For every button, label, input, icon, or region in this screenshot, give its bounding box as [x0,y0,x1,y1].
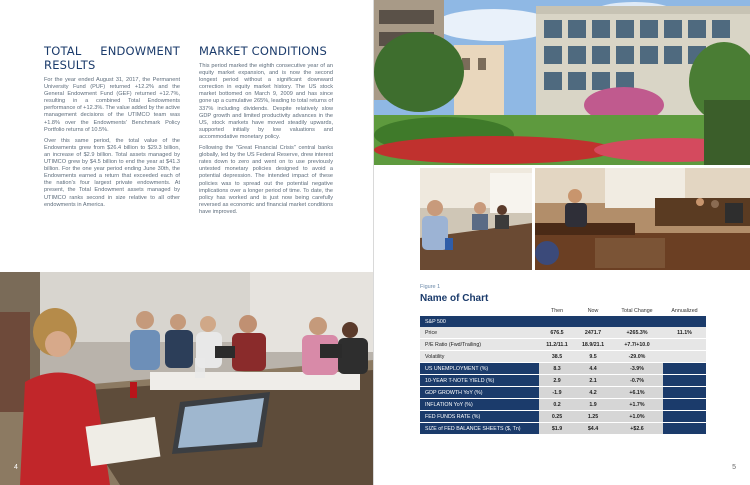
row-label: US UNEMPLOYMENT (%) [420,363,539,375]
cell-total-change: +7.7/+10.0 [611,339,663,351]
meeting-photo [0,272,373,485]
cell-annualized: 11.1% [663,327,706,339]
cell-now: 1.25 [575,411,611,423]
table-row [420,351,706,363]
table-row [420,339,706,351]
cell-then: 676.5 [539,327,575,339]
table-header-row [420,306,706,316]
right-page [374,0,750,485]
cell-then: 0.25 [539,411,575,423]
cell-total-change: +265.3% [611,327,663,339]
cell-then: $1.9 [539,423,575,435]
cell-then: 2.9 [539,375,575,387]
total-endowment-heading: TOTAL ENDOWMENT RESULTS [44,44,180,72]
total-endowment-paragraph-1: For the year ended August 31, 2017, the Permanent University Fund (PUF) returned +12.2% and the General Endowment Fund (GEF) returned +12.7%, resulting in a combined Total Endowments performance of +12.3%. The value added by the active management decisions of the UTIMCO team was +1.8% over the Endowments' Benchmark Policy Portfolio returns of 10.5%. [44,77,180,133]
cell-total-change: +1.0% [611,411,663,423]
total-endowment-paragraph-2: Over this same period, the total value of the Endowments grew from $26.4 billion to $29.3 billion, an increase of $2.9 billion. Total assets managed by UTIMCO grew by $4.5 billion to end the year at $41.3 billion. For the one year period ending June 30th, the Endowments earned a return that exceeded each of the nation's four largest private endowments. At present, the Total Endowment assets managed by UTIMCO ranks second in size relative to all other endowments in America. [44,137,180,208]
page-number-left: 4 [14,464,18,471]
table-row [420,411,706,423]
cell-now: $4.4 [575,423,611,435]
market-data-table [420,306,706,435]
cell-now: 9.5 [575,351,611,363]
table-row [420,399,706,411]
row-label: SIZE of FED BALANCE SHEETS ($, Tn) [420,423,539,435]
boardroom-photo-1 [420,168,532,270]
boardroom-photo-2 [535,168,750,270]
campus-building-photo [374,0,750,165]
market-conditions-paragraph-1: This period marked the eighth consecutive year of an equity market expansion, and is now the second longest period without a significant downward correction in equity market history. The US stock market bottomed on March 9, 2009 and has since gone up a cumulative 265%, leading to total returns of 337% including dividends. Despite relatively slow GDP growth and limited productivity advances in the US, stock markets have moved steadily upwards, supported initially by low valuations and accommodative monetary policy. [199,63,333,140]
total-endowment-section [44,44,180,213]
row-label: INFLATION YoY (%) [420,399,539,411]
cell-now: 4.4 [575,363,611,375]
cell-now: 1.9 [575,399,611,411]
header-annualized: Annualized [671,308,698,314]
market-conditions-heading: MARKET CONDITIONS [199,44,327,58]
cell-total-change: -3.9% [611,363,663,375]
row-label: P/E Ratio (Fwd/Trailing) [420,339,539,351]
page-number-right: 5 [732,464,736,471]
cell-total-change: -0.7% [611,375,663,387]
header-now: Now [587,308,599,314]
table-row [420,375,706,387]
cell-annualized [663,339,706,351]
cell-then: -1.9 [539,387,575,399]
table-row [420,363,706,375]
row-label: Volatility [420,351,539,363]
cell-now: 4.2 [575,387,611,399]
cell-annualized [663,363,706,375]
chart-title: Name of Chart [420,293,489,304]
cell-total-change: -29.0% [611,351,663,363]
cell-total-change: +$2.6 [611,423,663,435]
section-row-sp500 [420,316,706,327]
cell-total-change: +1.7% [611,399,663,411]
row-label: Price [420,327,539,339]
row-label: FED FUNDS RATE (%) [420,411,539,423]
cell-now: 18.9/21.1 [575,339,611,351]
row-label: GDP GROWTH YoY (%) [420,387,539,399]
market-conditions-section [199,44,333,220]
cell-annualized [663,375,706,387]
cell-annualized [663,387,706,399]
row-label: 10-YEAR T-NOTE YIELD (%) [420,375,539,387]
table-row [420,327,706,339]
section-label: S&P 500 [420,316,706,327]
cell-annualized [663,423,706,435]
cell-total-change: +6.1% [611,387,663,399]
cell-annualized [663,351,706,363]
header-then: Then [550,308,564,314]
figure-label: Figure 1 [420,284,441,290]
table-row [420,423,706,435]
cell-then: 0.2 [539,399,575,411]
cell-annualized [663,411,706,423]
cell-then: 8.3 [539,363,575,375]
header-total-change: Total Change [621,308,653,314]
cell-annualized [663,399,706,411]
table-row [420,387,706,399]
market-conditions-paragraph-2: Following the "Great Financial Crisis" central banks globally, led by the US Federal Reserve, drew interest rates down to zero and went on to use previously untested monetary policies designed to avoid a potential depression. The intended impact of these policies was to spread out the potential negative implications over a longer period of time. To date, the policy has worked and is just now being carefully reversed as economic and financial market conditions have improved. [199,145,333,215]
header-blank [420,306,539,316]
left-page [0,0,373,485]
cell-then: 11.2/11.1 [539,339,575,351]
cell-now: 2.1 [575,375,611,387]
cell-then: 38.5 [539,351,575,363]
cell-now: 2471.7 [575,327,611,339]
